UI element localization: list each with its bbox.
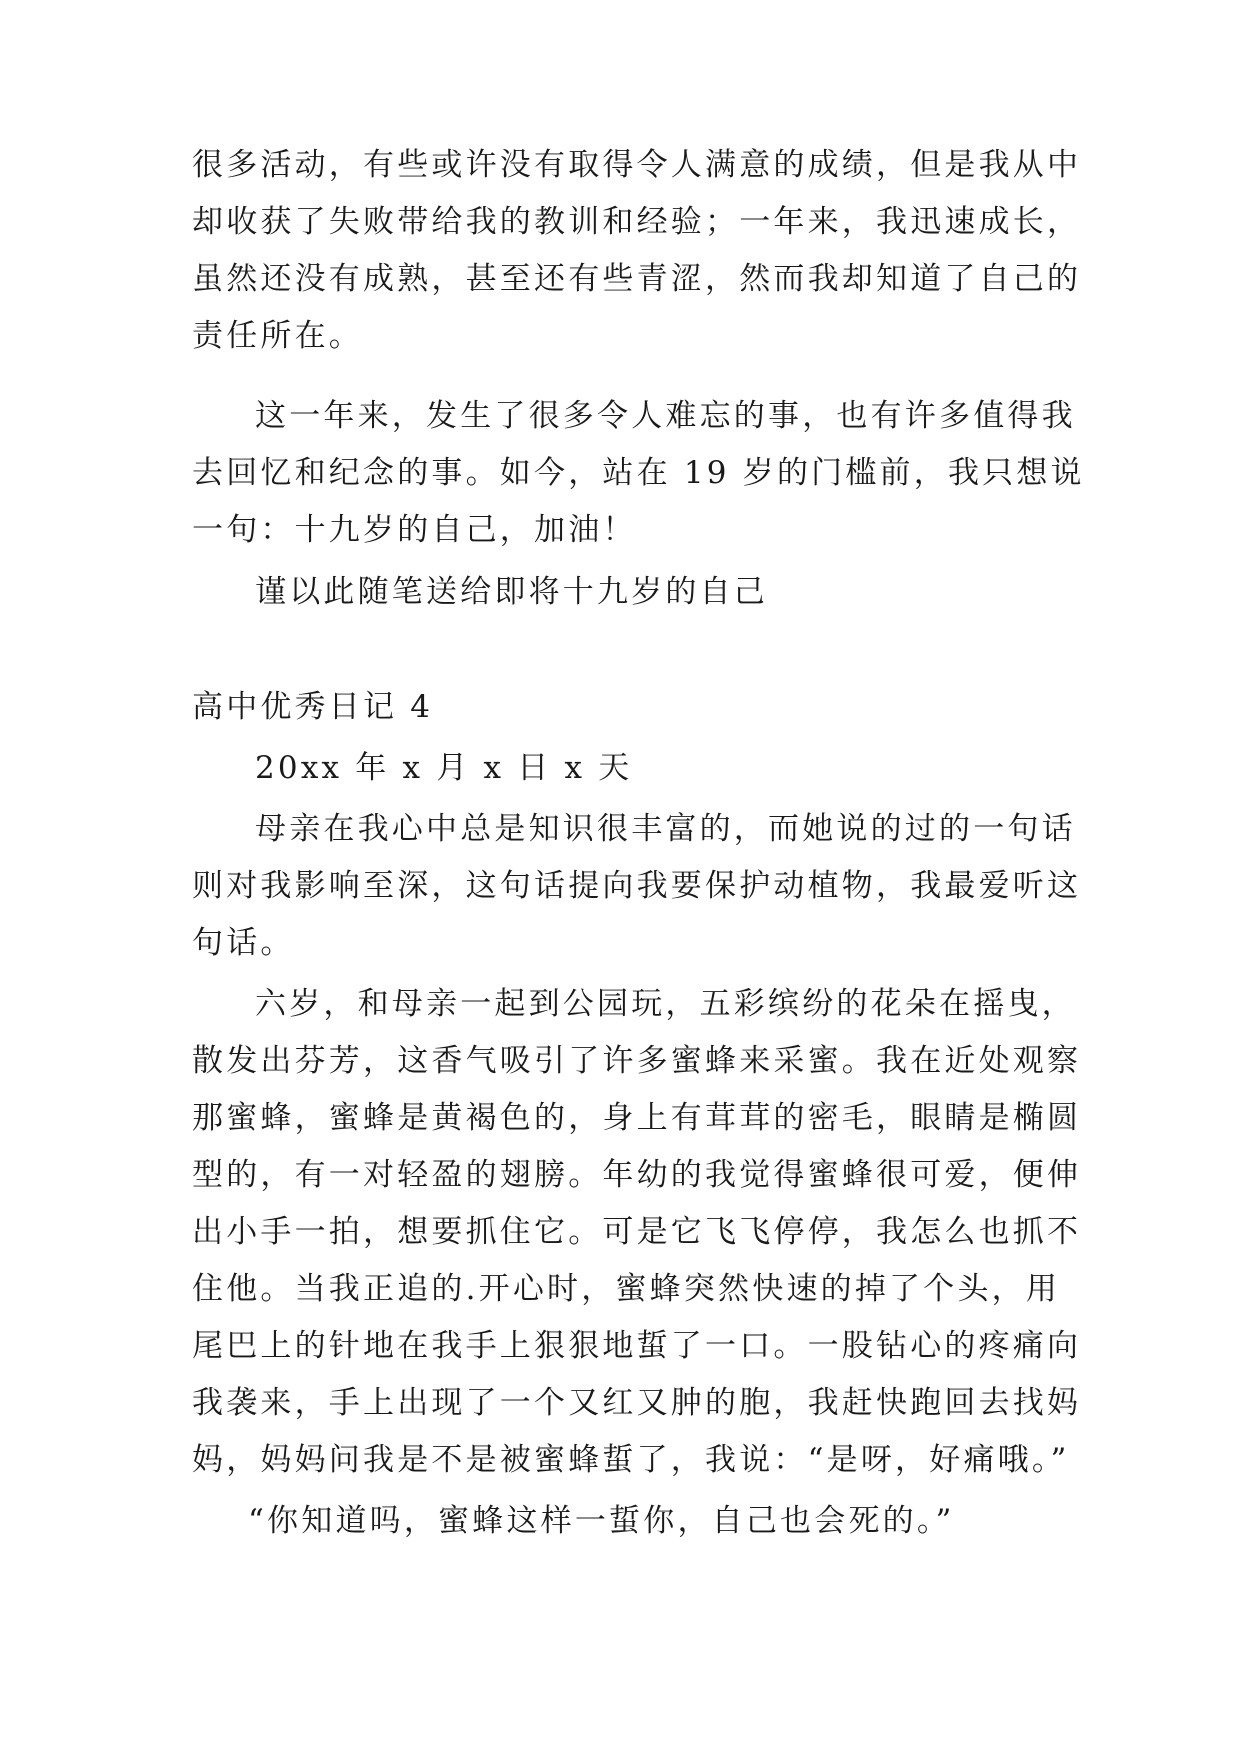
paragraph-line: 型的，有一对轻盈的翅膀。年幼的我觉得蜜蜂很可爱，便伸 xyxy=(192,1157,1082,1193)
paragraph-line: 尾巴上的针地在我手上狠狠地蜇了一口。一股钻心的疼痛向 xyxy=(192,1328,1082,1364)
dialogue-line: “你知道吗，蜜蜂这样一蜇你，自己也会死的。” xyxy=(248,1503,955,1539)
paragraph-line: 虽然还没有成熟，甚至还有些青涩，然而我却知道了自己的 xyxy=(192,261,1082,297)
paragraph-line: 这一年来，发生了很多令人难忘的事，也有许多值得我 xyxy=(255,398,1076,434)
paragraph-line: 去回忆和纪念的事。如今，站在 19 岁的门槛前，我只想说 xyxy=(192,455,1085,491)
paragraph-line: 却收获了失败带给我的教训和经验；一年来，我迅速成长， xyxy=(192,204,1082,240)
paragraph-line: 妈，妈妈问我是不是被蜜蜂蜇了，我说：“是呀，好痛哦。” xyxy=(192,1442,1070,1478)
paragraph-line: 母亲在我心中总是知识很丰富的，而她说的过的一句话 xyxy=(255,811,1076,847)
paragraph-line: 则对我影响至深，这句话提向我要保护动植物，我最爱听这 xyxy=(192,868,1082,904)
section-title: 高中优秀日记 4 xyxy=(192,689,434,725)
paragraph-line: 很多活动，有些或许没有取得令人满意的成绩，但是我从中 xyxy=(192,147,1082,183)
paragraph-line: 我袭来，手上出现了一个又红又肿的胞，我赶快跑回去找妈 xyxy=(192,1385,1082,1421)
diary-date: 20xx 年 x 月 x 日 x 天 xyxy=(255,750,633,786)
dedication-line: 谨以此随笔送给即将十九岁的自己 xyxy=(255,574,768,610)
paragraph-line: 句话。 xyxy=(192,925,295,961)
paragraph-line: 责任所在。 xyxy=(192,318,363,354)
paragraph-line: 那蜜蜂，蜜蜂是黄褐色的，身上有茸茸的密毛，眼睛是椭圆 xyxy=(192,1100,1082,1136)
paragraph-line: 一句：十九岁的自己，加油！ xyxy=(192,512,637,548)
paragraph-line: 出小手一拍，想要抓住它。可是它飞飞停停，我怎么也抓不 xyxy=(192,1214,1082,1250)
paragraph-line: 散发出芬芳，这香气吸引了许多蜜蜂来采蜜。我在近处观察 xyxy=(192,1043,1082,1079)
paragraph-line: 住他。当我正追的.开心时，蜜蜂突然快速的掉了个头，用 xyxy=(192,1271,1061,1307)
paragraph-line: 六岁，和母亲一起到公园玩，五彩缤纷的花朵在摇曳， xyxy=(255,986,1076,1022)
